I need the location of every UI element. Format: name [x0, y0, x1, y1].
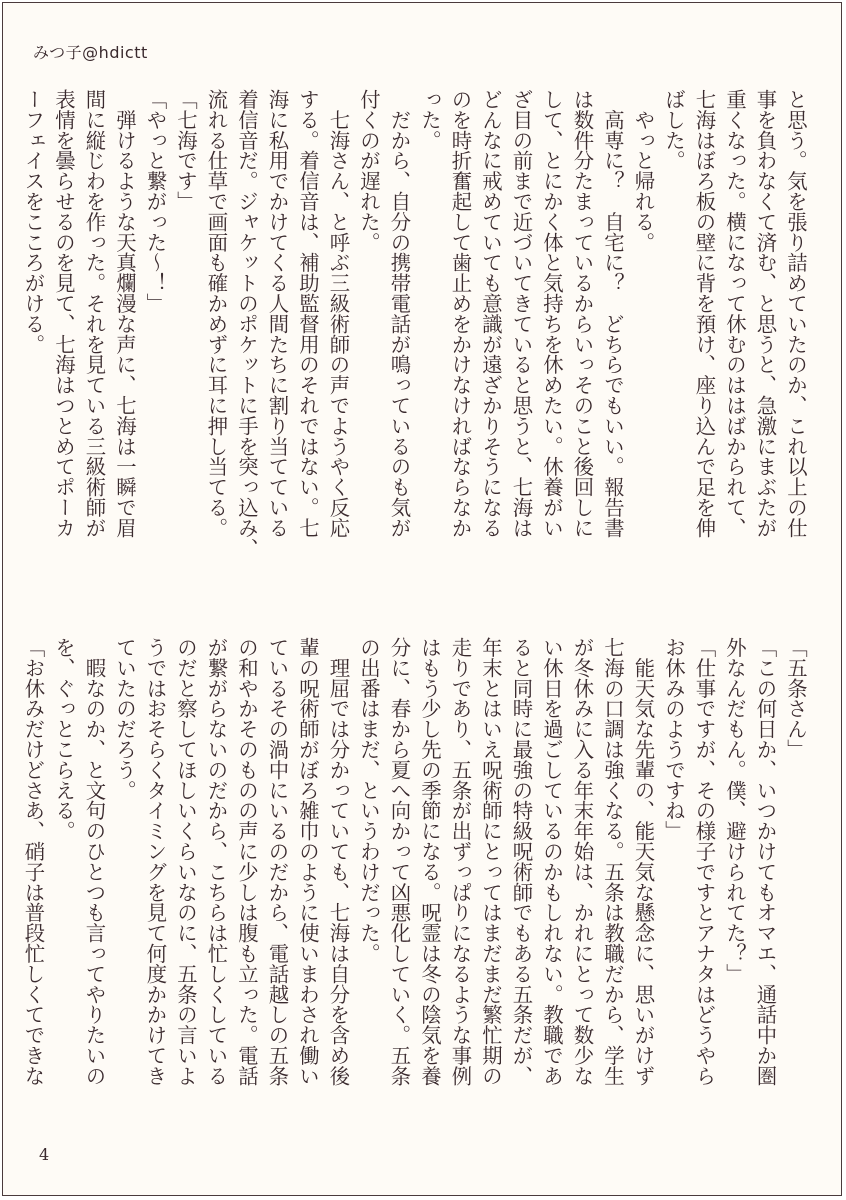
- text-column: 「この何日か、いつかけてもオマエ、通話中か圏: [753, 637, 778, 1086]
- text-column: どんなに戒めていても意識が遠ざかりそうになる: [479, 89, 503, 538]
- text-column: ーフェイスをこころがける。: [21, 89, 46, 355]
- page-number: 4: [39, 1145, 50, 1164]
- text-column: 輩の呪術師がぼろ雑巾のように使いまわされ働い: [296, 637, 320, 1086]
- author-header: みつ子@hdictt: [33, 43, 148, 62]
- text-column: を、ぐっとこらえる。: [52, 637, 76, 841]
- text-column: 「七海です」: [174, 89, 198, 212]
- text-column: 「仕事ですが、その様子ですとアナタはどうやら: [692, 637, 717, 1086]
- text-column: ると同時に最強の特級呪術師でもある五条だが、: [509, 637, 534, 1086]
- text-column: ばした。: [662, 89, 686, 171]
- text-column: 理屈では分かっていても、七海は自分を含め後: [326, 637, 351, 1086]
- text-column: が繋がらないのだから、こちらは忙しくしている: [204, 637, 229, 1086]
- text-column: 外なんだもん。僕、避けられてた？」: [723, 637, 747, 984]
- text-column: 海に私用でかけてくる人間たちに割り当てている: [265, 89, 290, 538]
- text-column: 「お休みだけどさあ、硝子は普段忙しくてできな: [21, 637, 46, 1086]
- text-column: 七海はぼろ板の壁に背を預け、座り込んで足を伸: [692, 89, 717, 538]
- text-column: ているその渦中にいるのだから、電話越しの五条: [265, 637, 290, 1086]
- text-column: が冬休みに入る年末年始は、かれにとって数少な: [570, 637, 595, 1086]
- text-column: のだと察してほしいくらいなのに、五条の言いよ: [174, 637, 198, 1086]
- text-column: の出番はまだ、というわけだった。: [357, 637, 381, 964]
- text-column: 走りであり、五条が出ずっぱりになるような事例: [448, 637, 473, 1086]
- text-column: やっと帰れる。: [631, 89, 656, 253]
- text-column: 流れる仕草で画面も確かめずに耳に押し当てる。: [204, 89, 229, 538]
- text-column: は数件分たまっているからいっそのこと後回しに: [570, 89, 595, 538]
- text-column: と思う。気を張り詰めていたのか、これ以上の仕: [784, 89, 808, 538]
- text-column: の和やかそのものの声に少しは腹も立った。電話: [235, 637, 259, 1086]
- text-column: する。着信音は、補助監督用のそれではない。七: [296, 89, 320, 538]
- text-column: 七海の口調は強くなる。五条は教職だから、学生: [601, 637, 625, 1086]
- text-column: はもう少し先の季節になる。呪霊は冬の陰気を養: [418, 637, 442, 1086]
- text-column: 能天気な先輩の、能天気な懸念に、思いがけず: [631, 637, 656, 1086]
- manuscript-page: [2, 2, 842, 1196]
- text-column: 間に縦じわを作った。それを見ている三級術師が: [82, 89, 107, 538]
- text-column: った。: [418, 89, 442, 151]
- text-column: 「やっと繋がった～！」: [143, 89, 168, 314]
- text-column: い休日を過ごしているのかもしれない。教職であ: [540, 637, 564, 1086]
- text-column: 高専に？ 自宅に？ どちらでもいい。報告書: [601, 89, 625, 538]
- text-column: 事を負わなくて済む、と思うと、急激にまぶたが: [753, 89, 778, 538]
- text-block-bottom: [18, 637, 811, 1127]
- text-block-top: [18, 89, 811, 609]
- text-column: 弾けるような天真爛漫な声に、七海は一瞬で眉: [113, 89, 137, 538]
- text-column: 分に、春から夏へ向かって凶悪化していく。五条: [387, 637, 412, 1086]
- text-column: 表情を曇らせるのを見て、七海はつとめてポーカ: [52, 89, 76, 538]
- text-column: お休みのようですね」: [662, 637, 686, 841]
- text-column: うではおそらくタイミングを見て何度かかけてき: [143, 637, 168, 1086]
- text-column: 暇なのか、と文句のひとつも言ってやりたいの: [82, 637, 107, 1086]
- text-column: 着信音だ。ジャケットのポケットに手を突っ込み、: [235, 89, 259, 559]
- text-column: だから、自分の携帯電話が鳴っているのも気が: [387, 89, 412, 538]
- text-column: 七海さん、と呼ぶ三級術師の声でようやく反応: [326, 89, 351, 538]
- text-column: のを時折奮起して歯止めをかけなければならなか: [448, 89, 473, 538]
- text-column: 重くなった。横になって休むのははばかられて、: [723, 89, 747, 538]
- text-column: して、とにかく体と気持ちを休めたい。休養がい: [540, 89, 564, 538]
- text-column: ざ目の前まで近づいてきていると思うと、七海は: [509, 89, 534, 538]
- text-column: 年末とはいえ呪術師にとってはまだまだ繁忙期の: [479, 637, 503, 1086]
- text-column: 付くのが遅れた。: [357, 89, 381, 253]
- text-column: 「五条さん」: [784, 637, 808, 760]
- text-column: ていたのだろう。: [113, 637, 137, 801]
